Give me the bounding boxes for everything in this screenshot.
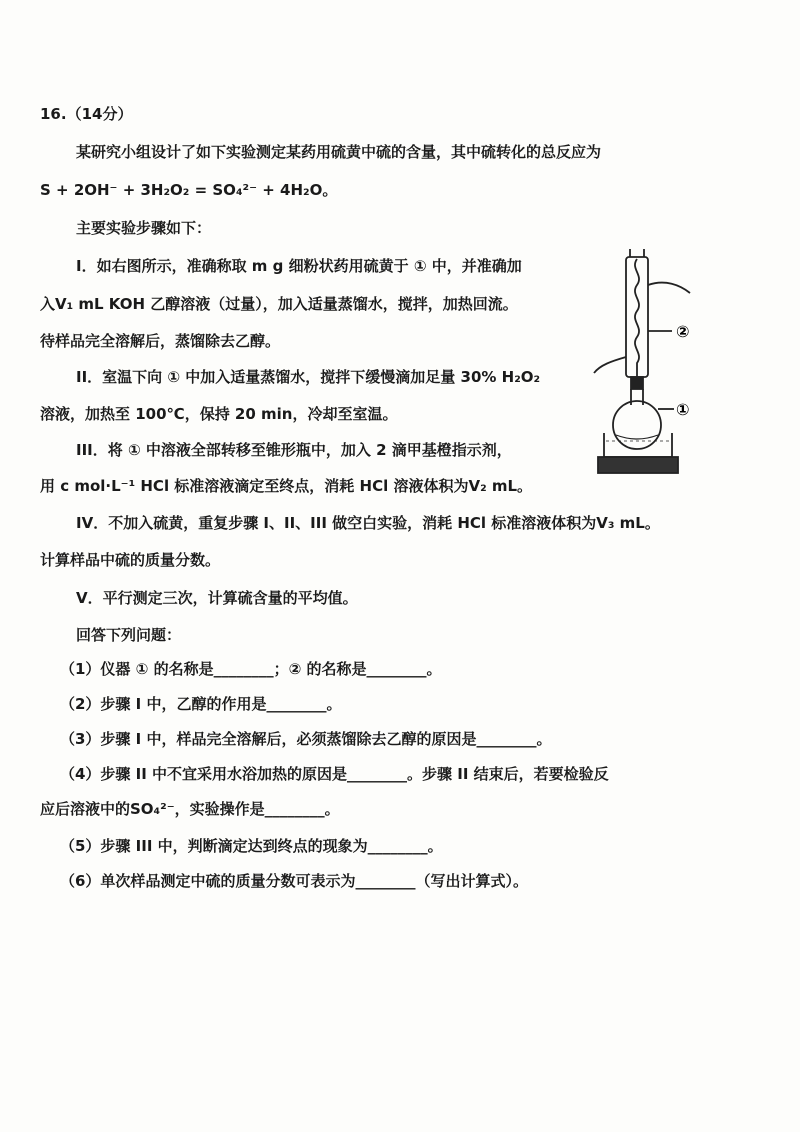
question-2: （2）步骤 I 中，乙醇的作用是________。 <box>60 695 342 713</box>
step-3-line-1: III．将 ① 中溶液全部转移至锥形瓶中，加入 2 滴甲基橙指示剂， <box>76 441 512 459</box>
water-outlet-hose <box>648 283 690 293</box>
step-1-line-1: I．如右图所示，准确称取 m g 细粉状药用硫黄于 ① 中，并准确加 <box>76 257 522 275</box>
label-condenser: ② <box>676 322 690 341</box>
step-1-line-3: 待样品完全溶解后，蒸馏除去乙醇。 <box>40 332 281 350</box>
label-flask: ① <box>676 400 690 419</box>
step-4-line-2: 计算样品中硫的质量分数。 <box>40 551 221 569</box>
steps-heading: 主要实验步骤如下： <box>76 219 212 237</box>
question-4-line-1: （4）步骤 II 中不宜采用水浴加热的原因是________。步骤 II 结束后，若要检验反 <box>60 765 609 783</box>
round-bottom-flask <box>613 401 661 449</box>
step-2-line-2: 溶液，加热至 100℃，保持 20 min，冷却至室温。 <box>40 405 398 423</box>
questions-heading: 回答下列问题： <box>76 626 182 644</box>
step-4-line-1: IV．不加入硫黄，重复步骤 I、II、III 做空白实验，消耗 HCl 标准溶液体积为V₃ mL。 <box>76 514 660 532</box>
question-number: 16.（14分） <box>40 105 133 123</box>
step-1-line-2: 入V₁ mL KOH 乙醇溶液（过量），加入适量蒸馏水，搅拌，加热回流。 <box>40 295 518 313</box>
step-3-line-2: 用 c mol·L⁻¹ HCl 标准溶液滴定至终点，消耗 HCl 溶液体积为V₂ mL。 <box>40 477 533 495</box>
question-3: （3）步骤 I 中，样品完全溶解后，必须蒸馏除去乙醇的原因是________。 <box>60 730 552 748</box>
condenser-jacket <box>626 257 648 377</box>
step-5: V．平行测定三次，计算硫含量的平均值。 <box>76 589 358 607</box>
question-1: （1）仪器 ① 的名称是________；② 的名称是________。 <box>60 660 442 678</box>
heating-bath <box>604 433 672 457</box>
reflux-apparatus-figure <box>590 245 705 480</box>
question-6: （6）单次样品测定中硫的质量分数可表示为________（写出计算式）。 <box>60 872 528 890</box>
question-4-line-2: 应后溶液中的SO₄²⁻，实验操作是________。 <box>40 800 340 818</box>
question-5: （5）步骤 III 中，判断滴定达到终点的现象为________。 <box>60 837 443 855</box>
condenser-coil <box>635 259 639 377</box>
reaction-equation: S + 2OH⁻ + 3H₂O₂ = SO₄²⁻ + 4H₂O。 <box>40 181 338 199</box>
hot-plate <box>598 457 678 473</box>
intro-text: 某研究小组设计了如下实验测定某药用硫黄中硫的含量，其中硫转化的总反应为 <box>76 143 602 161</box>
water-inlet-hose <box>594 357 626 373</box>
step-2-line-1: II．室温下向 ① 中加入适量蒸馏水，搅拌下缓慢滴加足量 30% H₂O₂ <box>76 368 541 386</box>
